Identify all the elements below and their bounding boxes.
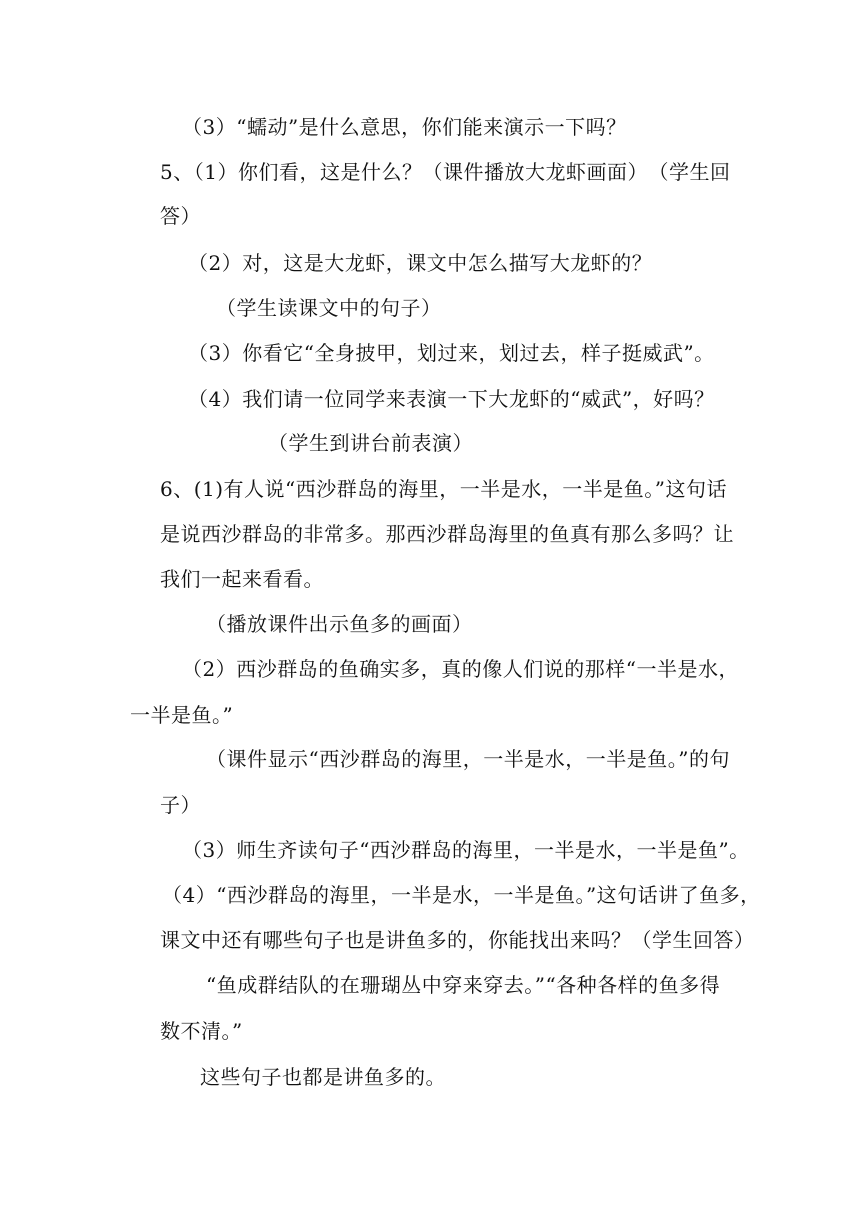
text-line: 课文中还有哪些句子也是讲鱼多的，你能找出来吗？（学生回答） (160, 928, 755, 952)
text-line: 数不清。” (160, 1019, 243, 1043)
text-line: （3）师生齐读句子“西沙群岛的海里，一半是水，一半是鱼”。 (182, 838, 750, 862)
text-line: （3）你看它“全身披甲，划过来，划过去，样子挺威武”。 (188, 341, 715, 365)
text-line: 5、（1）你们看，这是什么？（课件播放大龙虾画面） （学生回 (160, 160, 731, 184)
text-line: （4）“西沙群岛的海里，一半是水，一半是鱼。”这句话讲了鱼多， (162, 883, 761, 907)
text-line: （4）我们请一位同学来表演一下大龙虾的“威武”，好吗？ (188, 387, 715, 411)
text-line: （3）“蠕动”是什么意思，你们能来演示一下吗？ (182, 115, 627, 139)
text-line: （2）西沙群岛的鱼确实多，真的像人们说的那样“一半是水， (182, 657, 739, 681)
text-line: （学生到讲台前表演） (268, 431, 473, 455)
text-line: 子） (160, 793, 201, 817)
text-line: （播放课件出示鱼多的画面） (206, 612, 473, 636)
text-line: 答） (160, 204, 201, 228)
text-line: （课件显示“西沙群岛的海里，一半是水，一半是鱼。”的句 (206, 747, 730, 771)
text-line: （2）对，这是大龙虾，课文中怎么描写大龙虾的？ (188, 251, 653, 275)
text-line: 6、(1)有人说“西沙群岛的海里，一半是水，一半是鱼。”这句话 (160, 477, 728, 501)
text-line: 一半是鱼。” (130, 703, 234, 727)
text-line: 是说西沙群岛的非常多。那西沙群岛海里的鱼真有那么多吗？让 (160, 522, 734, 546)
text-line: 我们一起来看看。 (160, 567, 324, 591)
text-line: （学生读课文中的句子） (216, 296, 442, 320)
text-line: 这些句子也都是讲鱼多的。 (200, 1065, 446, 1089)
text-line: “鱼成群结队的在珊瑚丛中穿来穿去。”“各种各样的鱼多得 (206, 973, 721, 997)
